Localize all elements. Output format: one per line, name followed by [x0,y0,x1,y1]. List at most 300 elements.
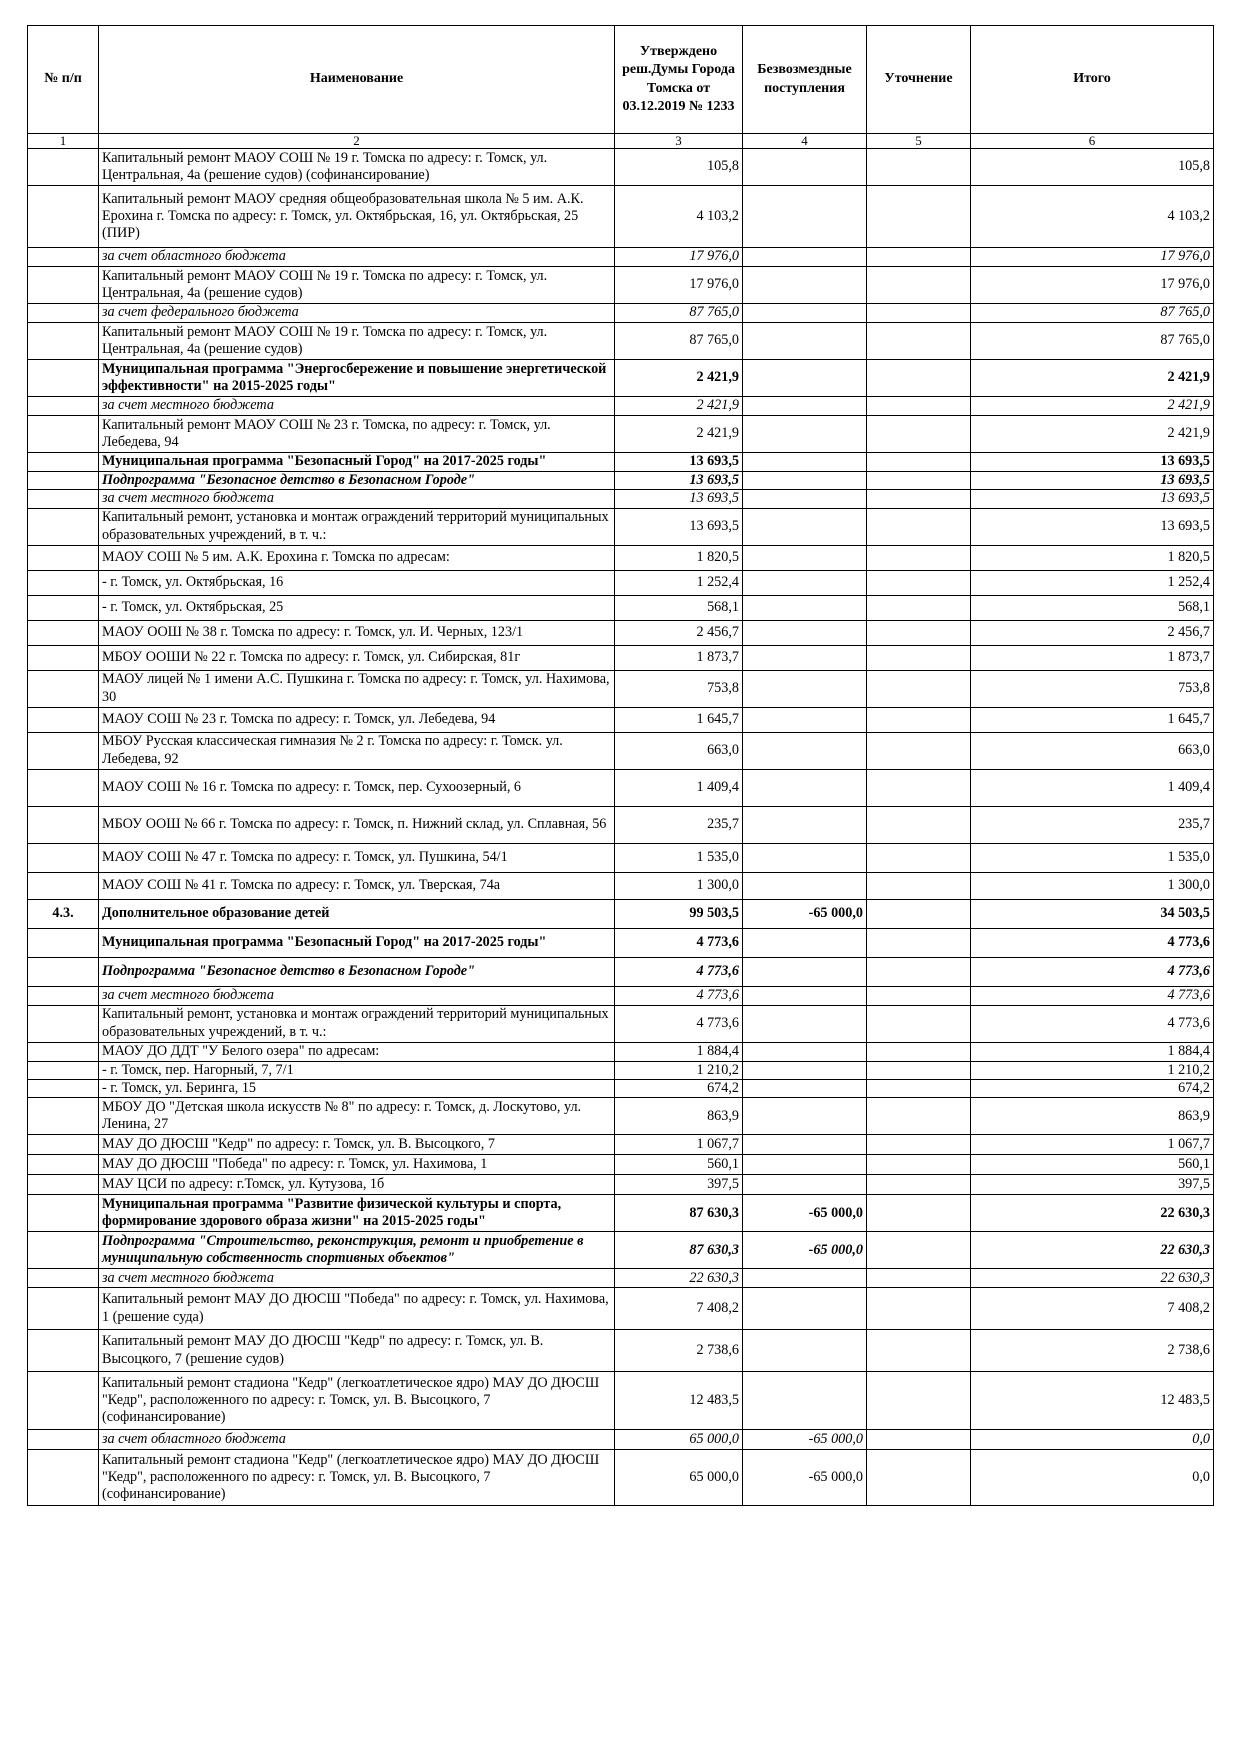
row-clarify [867,397,971,416]
row-approved: 1 067,7 [615,1135,743,1155]
row-grants [743,1288,867,1330]
header-name: Наименование [99,26,615,134]
row-grants: -65 000,0 [743,1430,867,1450]
row-number [28,872,99,899]
column-number-row [28,134,1214,149]
table-row [28,1155,1214,1175]
table-row [28,1135,1214,1155]
row-approved: 1 300,0 [615,872,743,899]
row-name: Капитальный ремонт МАОУ СОШ № 19 г. Томска по адресу: г. Томск, ул. Центральная, 4а (решение судов) [99,323,615,360]
table-row [28,323,1214,360]
row-approved: 863,9 [615,1098,743,1135]
row-name: Муниципальная программа "Развитие физической культуры и спорта, формирование здорового образа жизни" на 2015-2025 годы" [99,1195,615,1232]
table-row [28,732,1214,769]
row-name: Муниципальная программа "Энергосбережение и повышение энергетической эффективности" на 2015-2025 годы" [99,360,615,397]
row-name: за счет местного бюджета [99,397,615,416]
row-number [28,806,99,843]
row-number [28,304,99,323]
row-name: Капитальный ремонт МАОУ СОШ № 19 г. Томска по адресу: г. Томск, ул. Центральная, 4а (решение судов) (софинансирование) [99,149,615,186]
row-clarify [867,1155,971,1175]
table-row [28,416,1214,453]
row-name: МАУ ДО ДЮСШ "Кедр" по адресу: г. Томск, ул. В. Высоцкого, 7 [99,1135,615,1155]
table-row [28,570,1214,595]
row-total: 1 067,7 [971,1135,1214,1155]
row-total: 1 820,5 [971,545,1214,570]
row-grants [743,928,867,957]
row-number [28,1430,99,1450]
row-clarify [867,1061,971,1079]
row-total: 87 765,0 [971,304,1214,323]
row-clarify [867,707,971,732]
row-approved: 235,7 [615,806,743,843]
table-row [28,1098,1214,1135]
row-total: 22 630,3 [971,1269,1214,1288]
row-approved: 4 773,6 [615,986,743,1005]
row-total: 560,1 [971,1155,1214,1175]
row-grants [743,490,867,508]
row-clarify [867,304,971,323]
row-grants: -65 000,0 [743,899,867,928]
row-name: Муниципальная программа "Безопасный Город" на 2017-2025 годы" [99,453,615,472]
row-approved: 87 630,3 [615,1232,743,1269]
row-grants [743,267,867,304]
row-total: 863,9 [971,1098,1214,1135]
row-total: 13 693,5 [971,472,1214,490]
row-approved: 2 456,7 [615,620,743,645]
row-number [28,570,99,595]
row-number [28,1175,99,1195]
row-number [28,1061,99,1079]
row-name: Капитальный ремонт МАУ ДО ДЮСШ "Победа" по адресу: г. Томск, ул. Нахимова, 1 (решение суда) [99,1288,615,1330]
table-row [28,670,1214,707]
table-row [28,1042,1214,1061]
row-number [28,1079,99,1097]
row-number [28,769,99,806]
row-grants [743,323,867,360]
row-approved: 1 210,2 [615,1061,743,1079]
row-approved: 65 000,0 [615,1450,743,1506]
row-approved: 1 820,5 [615,545,743,570]
row-number [28,508,99,545]
row-name: - г. Томск, ул. Октябрьская, 25 [99,595,615,620]
row-approved: 1 873,7 [615,645,743,670]
row-clarify [867,899,971,928]
row-total: 87 765,0 [971,323,1214,360]
row-approved: 12 483,5 [615,1372,743,1430]
row-grants [743,1061,867,1079]
row-grants [743,1175,867,1195]
row-total: 1 884,4 [971,1042,1214,1061]
row-total: 1 210,2 [971,1061,1214,1079]
row-number [28,267,99,304]
row-number [28,1042,99,1061]
row-approved: 568,1 [615,595,743,620]
row-approved: 1 409,4 [615,769,743,806]
row-approved: 2 421,9 [615,360,743,397]
header-grants: Безвозмездные поступления [743,26,867,134]
row-total: 22 630,3 [971,1232,1214,1269]
row-grants [743,397,867,416]
row-name: МАУ ДО ДЮСШ "Победа" по адресу: г. Томск, ул. Нахимова, 1 [99,1155,615,1175]
row-total: 663,0 [971,732,1214,769]
table-row [28,360,1214,397]
row-total: 1 645,7 [971,707,1214,732]
row-grants [743,186,867,248]
row-grants [743,304,867,323]
row-total: 17 976,0 [971,267,1214,304]
row-clarify [867,732,971,769]
row-clarify [867,1232,971,1269]
row-grants [743,806,867,843]
row-number [28,490,99,508]
table-row [28,149,1214,186]
table-row [28,248,1214,267]
row-total: 4 773,6 [971,986,1214,1005]
row-total: 1 873,7 [971,645,1214,670]
column-number: 1 [28,134,99,149]
row-grants [743,570,867,595]
row-total: 2 456,7 [971,620,1214,645]
row-approved: 7 408,2 [615,1288,743,1330]
row-name: МАОУ СОШ № 5 им. А.К. Ерохина г. Томска по адресам: [99,545,615,570]
table-row [28,1195,1214,1232]
column-number: 5 [867,134,971,149]
row-number [28,1155,99,1175]
row-name: МАОУ ООШ № 38 г. Томска по адресу: г. Томск, ул. И. Черных, 123/1 [99,620,615,645]
row-approved: 4 773,6 [615,957,743,986]
row-grants [743,508,867,545]
row-approved: 17 976,0 [615,248,743,267]
row-grants [743,670,867,707]
row-number [28,397,99,416]
row-total: 568,1 [971,595,1214,620]
row-clarify [867,928,971,957]
header-clarify: Уточнение [867,26,971,134]
row-clarify [867,1175,971,1195]
table-row [28,595,1214,620]
row-grants [743,1269,867,1288]
row-clarify [867,670,971,707]
row-clarify [867,1269,971,1288]
row-total: 2 421,9 [971,360,1214,397]
row-clarify [867,323,971,360]
row-grants [743,360,867,397]
row-total: 4 773,6 [971,1005,1214,1042]
table-row [28,806,1214,843]
row-name: Капитальный ремонт МАОУ СОШ № 19 г. Томска по адресу: г. Томск, ул. Центральная, 4а (решение судов) [99,267,615,304]
table-row [28,1061,1214,1079]
row-clarify [867,248,971,267]
table-row [28,707,1214,732]
table-row [28,1175,1214,1195]
table-row [28,1450,1214,1506]
column-number: 6 [971,134,1214,149]
table-row [28,186,1214,248]
table-row [28,872,1214,899]
row-total: 235,7 [971,806,1214,843]
row-approved: 1 645,7 [615,707,743,732]
table-row [28,769,1214,806]
row-clarify [867,595,971,620]
row-approved: 99 503,5 [615,899,743,928]
row-approved: 1 252,4 [615,570,743,595]
row-grants [743,595,867,620]
row-name: за счет областного бюджета [99,1430,615,1450]
row-name: МАОУ СОШ № 41 г. Томска по адресу: г. Томск, ул. Тверская, 74а [99,872,615,899]
row-name: Дополнительное образование детей [99,899,615,928]
row-grants [743,732,867,769]
table-row [28,1372,1214,1430]
row-clarify [867,545,971,570]
row-total: 1 252,4 [971,570,1214,595]
budget-table [27,25,1214,1506]
row-name: - г. Томск, ул. Беринга, 15 [99,1079,615,1097]
row-approved: 1 535,0 [615,843,743,872]
table-row [28,928,1214,957]
row-grants [743,248,867,267]
row-approved: 2 738,6 [615,1330,743,1372]
row-approved: 560,1 [615,1155,743,1175]
row-grants: -65 000,0 [743,1232,867,1269]
row-approved: 674,2 [615,1079,743,1097]
row-grants [743,149,867,186]
row-number [28,416,99,453]
header-row [28,26,1214,134]
table-row [28,1232,1214,1269]
row-clarify [867,986,971,1005]
table-row [28,620,1214,645]
row-approved: 4 773,6 [615,1005,743,1042]
table-row [28,1330,1214,1372]
table-row [28,545,1214,570]
row-name: Муниципальная программа "Безопасный Город" на 2017-2025 годы" [99,928,615,957]
row-number [28,1288,99,1330]
row-total: 1 535,0 [971,843,1214,872]
row-name: - г. Томск, ул. Октябрьская, 16 [99,570,615,595]
row-clarify [867,1005,971,1042]
row-total: 34 503,5 [971,899,1214,928]
row-name: МБОУ ООШ № 66 г. Томска по адресу: г. Томск, п. Нижний склад, ул. Сплавная, 56 [99,806,615,843]
table-row [28,843,1214,872]
row-total: 753,8 [971,670,1214,707]
row-approved: 13 693,5 [615,472,743,490]
row-total: 12 483,5 [971,1372,1214,1430]
row-total: 0,0 [971,1450,1214,1506]
row-approved: 4 103,2 [615,186,743,248]
row-name: Подпрограмма "Безопасное детство в Безопасном Городе" [99,957,615,986]
row-total: 4 773,6 [971,928,1214,957]
row-name: МАОУ лицей № 1 имени А.С. Пушкина г. Томска по адресу: г. Томск, ул. Нахимова, 30 [99,670,615,707]
row-name: Капитальный ремонт МАУ ДО ДЮСШ "Кедр" по адресу: г. Томск, ул. В. Высоцкого, 7 (решение судов) [99,1330,615,1372]
row-grants [743,416,867,453]
row-grants [743,645,867,670]
row-approved: 2 421,9 [615,397,743,416]
table-row [28,1269,1214,1288]
row-grants [743,1005,867,1042]
row-name: Капитальный ремонт, установка и монтаж ограждений территорий муниципальных образовательных учреждений, в т. ч.: [99,508,615,545]
row-name: МАОУ ДО ДДТ "У Белого озера" по адресам: [99,1042,615,1061]
row-clarify [867,1330,971,1372]
row-number [28,986,99,1005]
column-number: 3 [615,134,743,149]
row-total: 1 409,4 [971,769,1214,806]
row-clarify [867,149,971,186]
row-clarify [867,416,971,453]
row-clarify [867,490,971,508]
row-number [28,323,99,360]
row-grants [743,1098,867,1135]
row-number [28,186,99,248]
row-grants [743,986,867,1005]
row-total: 13 693,5 [971,453,1214,472]
row-grants [743,872,867,899]
row-approved: 663,0 [615,732,743,769]
row-total: 0,0 [971,1430,1214,1450]
row-approved: 397,5 [615,1175,743,1195]
row-number [28,1269,99,1288]
table-row [28,1430,1214,1450]
table-row [28,490,1214,508]
row-approved: 13 693,5 [615,453,743,472]
row-name: за счет областного бюджета [99,248,615,267]
row-total: 674,2 [971,1079,1214,1097]
row-approved: 87 765,0 [615,323,743,360]
row-clarify [867,1098,971,1135]
row-total: 2 738,6 [971,1330,1214,1372]
row-total: 7 408,2 [971,1288,1214,1330]
row-number [28,149,99,186]
row-name: за счет местного бюджета [99,1269,615,1288]
row-clarify [867,1042,971,1061]
row-number [28,1195,99,1232]
row-total: 17 976,0 [971,248,1214,267]
row-name: МБОУ ДО "Детская школа искусств № 8" по адресу: г. Томск, д. Лоскутово, ул. Ленина, 27 [99,1098,615,1135]
table-row [28,1079,1214,1097]
row-number [28,620,99,645]
row-number [28,1005,99,1042]
table-row [28,267,1214,304]
row-clarify [867,1450,971,1506]
row-name: Капитальный ремонт, установка и монтаж ограждений территорий муниципальных образовательных учреждений, в т. ч.: [99,1005,615,1042]
row-clarify [867,360,971,397]
row-grants [743,472,867,490]
header-total: Итого [971,26,1214,134]
table-row [28,472,1214,490]
row-approved: 13 693,5 [615,490,743,508]
row-name: МБОУ ООШИ № 22 г. Томска по адресу: г. Томск, ул. Сибирская, 81г [99,645,615,670]
column-number: 2 [99,134,615,149]
row-total: 4 103,2 [971,186,1214,248]
row-approved: 753,8 [615,670,743,707]
row-approved: 87 630,3 [615,1195,743,1232]
table-row [28,304,1214,323]
row-grants [743,453,867,472]
table-row [28,899,1214,928]
row-name: Капитальный ремонт стадиона "Кедр" (легкоатлетическое ядро) МАУ ДО ДЮСШ "Кедр", расположенного по адресу: г. Томск, ул. В. Высоцкого, 7 (софинансирование) [99,1372,615,1430]
row-grants [743,1135,867,1155]
row-number [28,360,99,397]
row-clarify [867,872,971,899]
row-number [28,1450,99,1506]
row-name: - г. Томск, пер. Нагорный, 7, 7/1 [99,1061,615,1079]
row-clarify [867,1195,971,1232]
row-name: МАОУ СОШ № 23 г. Томска по адресу: г. Томск, ул. Лебедева, 94 [99,707,615,732]
row-clarify [867,843,971,872]
row-approved: 22 630,3 [615,1269,743,1288]
row-approved: 1 884,4 [615,1042,743,1061]
row-name: за счет местного бюджета [99,986,615,1005]
row-total: 22 630,3 [971,1195,1214,1232]
row-number [28,732,99,769]
row-clarify [867,620,971,645]
row-number: 4.3. [28,899,99,928]
row-number [28,957,99,986]
row-total: 2 421,9 [971,416,1214,453]
row-name: за счет федерального бюджета [99,304,615,323]
row-name: Капитальный ремонт стадиона "Кедр" (легкоатлетическое ядро) МАУ ДО ДЮСШ "Кедр", расположенного по адресу: г. Томск, ул. В. Высоцкого, 7 (софинансирование) [99,1450,615,1506]
row-total: 397,5 [971,1175,1214,1195]
row-number [28,928,99,957]
row-approved: 13 693,5 [615,508,743,545]
row-number [28,472,99,490]
row-number [28,1330,99,1372]
row-grants [743,769,867,806]
row-clarify [867,186,971,248]
header-num: № п/п [28,26,99,134]
row-grants [743,620,867,645]
row-approved: 87 765,0 [615,304,743,323]
row-clarify [867,1079,971,1097]
row-clarify [867,1430,971,1450]
row-name: МАУ ЦСИ по адресу: г.Томск, ул. Кутузова, 1б [99,1175,615,1195]
row-number [28,1372,99,1430]
row-clarify [867,570,971,595]
row-number [28,453,99,472]
row-total: 4 773,6 [971,957,1214,986]
row-grants [743,843,867,872]
row-grants [743,1079,867,1097]
row-total: 13 693,5 [971,508,1214,545]
table-row [28,1288,1214,1330]
row-grants: -65 000,0 [743,1450,867,1506]
row-grants [743,1042,867,1061]
row-grants [743,1155,867,1175]
header-approved: Утверждено реш.Думы Города Томска от 03.12.2019 № 1233 [615,26,743,134]
row-approved: 17 976,0 [615,267,743,304]
row-clarify [867,806,971,843]
table-row [28,1005,1214,1042]
table-body [28,149,1214,1506]
table-row [28,645,1214,670]
table-row [28,957,1214,986]
row-number [28,248,99,267]
row-clarify [867,1372,971,1430]
row-name: МБОУ Русская классическая гимназия № 2 г. Томска по адресу: г. Томск. ул. Лебедева, 92 [99,732,615,769]
row-clarify [867,645,971,670]
row-total: 2 421,9 [971,397,1214,416]
row-number [28,1232,99,1269]
row-grants [743,545,867,570]
table-row [28,986,1214,1005]
row-grants [743,1330,867,1372]
row-clarify [867,508,971,545]
row-number [28,595,99,620]
row-clarify [867,1288,971,1330]
row-grants [743,707,867,732]
row-name: Капитальный ремонт МАОУ средняя общеобразовательная школа № 5 им. А.К. Ерохина г. Томска по адресу: г. Томск, ул. Октябрьская, 16, ул. Октябрьская, 25 (ПИР) [99,186,615,248]
row-number [28,1098,99,1135]
row-name: Капитальный ремонт МАОУ СОШ № 23 г. Томска, по адресу: г. Томск, ул. Лебедева, 94 [99,416,615,453]
